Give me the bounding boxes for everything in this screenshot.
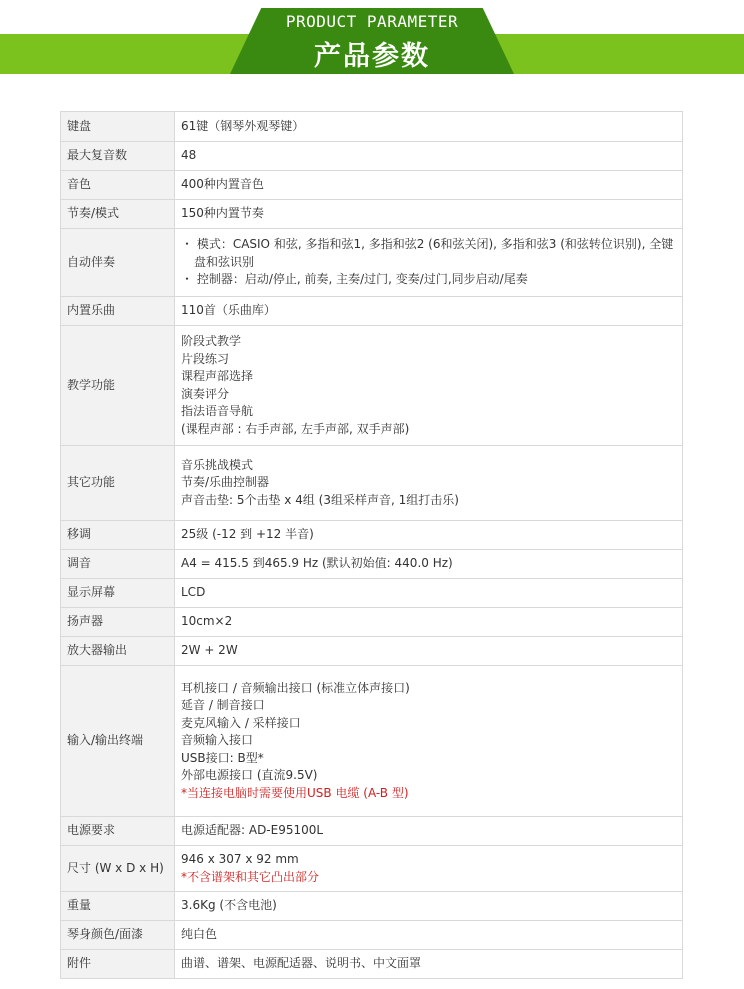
spec-key: 放大器输出	[61, 637, 175, 666]
spec-value-line: 片段练习	[181, 351, 230, 366]
spec-key: 重量	[61, 892, 175, 921]
banner-title-en: PRODUCT PARAMETER	[285, 12, 459, 31]
spec-value	[175, 200, 683, 229]
spec-key: 最大复音数	[61, 142, 175, 171]
spec-value-line: 110首（乐曲库）	[181, 303, 276, 318]
spec-value-line: 外部电源接口 (直流9.5V)	[181, 768, 318, 783]
spec-value-line: 10cm×2	[181, 614, 233, 629]
spec-key: 教学功能	[61, 326, 175, 446]
spec-key: 音色	[61, 171, 175, 200]
spec-row	[61, 171, 683, 200]
spec-key: 电源要求	[61, 817, 175, 846]
spec-value-line: 3.6Kg (不含电池)	[181, 898, 277, 913]
spec-value	[175, 112, 683, 142]
spec-value-line: ・ 模式：CASIO 和弦, 多指和弦1, 多指和弦2 (6和弦关闭), 多指和弦3 (和弦转位识别), 全键盘和弦识别	[181, 237, 674, 269]
spec-row	[61, 950, 683, 979]
spec-key: 扬声器	[61, 608, 175, 637]
spec-row	[61, 637, 683, 666]
spec-value-line: 400种内置音色	[181, 177, 264, 192]
spec-value-line: 声音击垫: 5个击垫 x 4组 (3组采样声音, 1组打击乐)	[181, 492, 459, 507]
spec-row	[61, 579, 683, 608]
spec-value	[175, 446, 683, 521]
spec-value-line: 延音 / 制音接口	[181, 698, 265, 713]
spec-key: 调音	[61, 550, 175, 579]
spec-key: 输入/输出终端	[61, 666, 175, 817]
spec-value-line: ・ 控制器：启动/停止, 前奏, 主奏/过门, 变奏/过门,同步启动/尾奏	[181, 272, 528, 287]
spec-value-line: 61键（钢琴外观琴键）	[181, 118, 305, 133]
spec-value-line: 节奏/乐曲控制器	[181, 475, 270, 490]
spec-row	[61, 892, 683, 921]
spec-row	[61, 200, 683, 229]
spec-value-line: 150种内置节奏	[181, 206, 264, 221]
spec-value	[175, 326, 683, 446]
spec-value	[175, 521, 683, 550]
spec-value	[175, 817, 683, 846]
spec-row	[61, 326, 683, 446]
spec-key: 内置乐曲	[61, 297, 175, 326]
spec-value-line: 946 x 307 x 92 mm	[181, 852, 299, 866]
spec-table	[60, 111, 683, 979]
spec-row	[61, 142, 683, 171]
spec-key: 节奏/模式	[61, 200, 175, 229]
spec-value	[175, 950, 683, 979]
spec-value	[175, 921, 683, 950]
spec-key: 其它功能	[61, 446, 175, 521]
spec-value	[175, 171, 683, 200]
spec-key: 自动伴奏	[61, 229, 175, 297]
spec-value-line: 耳机接口 / 音频输出接口 (标准立体声接口)	[181, 680, 410, 695]
spec-value-line: 25级 (-12 到 +12 半音)	[181, 527, 314, 542]
spec-value-line: USB接口: B型*	[181, 750, 264, 765]
spec-table-body	[61, 112, 683, 979]
spec-row	[61, 846, 683, 892]
spec-row	[61, 297, 683, 326]
spec-value-line: 阶段式教学	[181, 334, 242, 348]
spec-value	[175, 846, 683, 892]
spec-row	[61, 550, 683, 579]
spec-value	[175, 892, 683, 921]
spec-key: 移调	[61, 521, 175, 550]
spec-value-line: *当连接电脑时需要使用USB 电缆 (A-B 型)	[181, 785, 409, 800]
banner-title-cn: 产品参数	[314, 41, 430, 72]
header-banner	[0, 0, 744, 75]
spec-value-line: (课程声部 : 右手声部, 左手声部, 双手声部)	[181, 421, 410, 436]
spec-value-line: LCD	[181, 585, 206, 600]
spec-value	[175, 637, 683, 666]
spec-key: 键盘	[61, 112, 175, 142]
spec-row	[61, 666, 683, 817]
spec-value-line: 电源适配器: AD-E95100L	[181, 823, 324, 838]
spec-row	[61, 817, 683, 846]
spec-value	[175, 608, 683, 637]
spec-value-line: 纯白色	[181, 927, 218, 942]
spec-value	[175, 297, 683, 326]
spec-row	[61, 521, 683, 550]
spec-value-line: 48	[181, 148, 197, 163]
spec-key: 附件	[61, 950, 175, 979]
spec-value	[175, 579, 683, 608]
spec-row	[61, 921, 683, 950]
spec-value-line: 音乐挑战模式	[181, 457, 254, 472]
spec-key: 显示屏幕	[61, 579, 175, 608]
spec-row	[61, 446, 683, 521]
spec-value-line: 麦克风输入 / 采样接口	[181, 715, 301, 730]
spec-value-line: 音频输入接口	[181, 733, 254, 748]
spec-value	[175, 142, 683, 171]
spec-value	[175, 229, 683, 297]
spec-value-line: 演奏评分	[181, 386, 230, 401]
spec-row	[61, 112, 683, 142]
spec-row	[61, 229, 683, 297]
spec-value-line: 课程声部选择	[181, 369, 254, 383]
spec-value-line: A4 = 415.5 到465.9 Hz (默认初始值: 440.0 Hz)	[181, 556, 453, 571]
spec-value-line: 2W + 2W	[181, 643, 238, 658]
spec-key: 琴身颜色/面漆	[61, 921, 175, 950]
spec-row	[61, 608, 683, 637]
spec-value-line: 曲谱、谱架、电源配适器、说明书、中文面罩	[181, 956, 422, 971]
spec-key: 尺寸 (W x D x H)	[61, 846, 175, 892]
spec-value-line: *不含谱架和其它凸出部分	[181, 869, 320, 884]
spec-value	[175, 550, 683, 579]
spec-value-line: 指法语音导航	[181, 404, 254, 418]
spec-value	[175, 666, 683, 817]
